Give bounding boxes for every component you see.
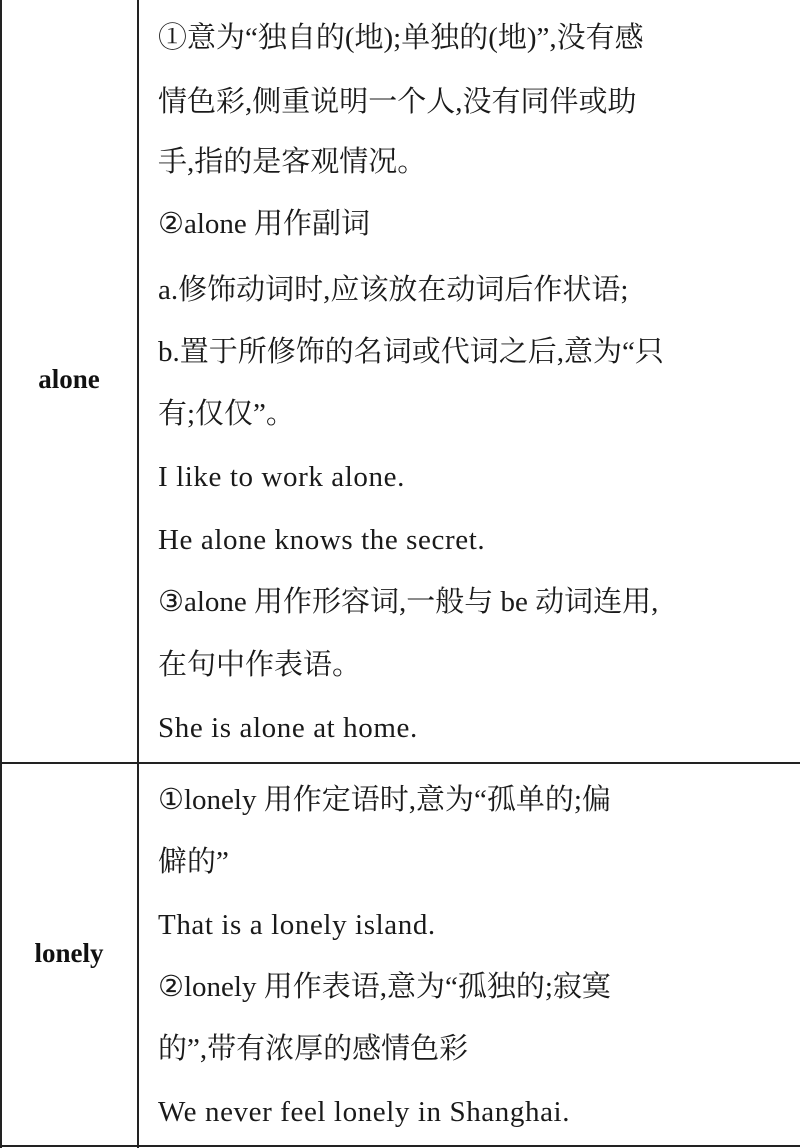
usage-heading: ①lonely 用作定语时,意为“孤单的;偏 [158,784,611,816]
definition-line: 手,指的是客观情况。 [158,146,427,178]
term-cell-lonely: lonely [34,938,104,968]
usage-heading: ②lonely 用作表语,意为“孤独的;寂寞 [158,971,611,1003]
definition-line: 有;仅仅”。 [158,398,295,430]
usage-heading: ②alone 用作副词 [158,208,371,240]
definition-line: b.置于所修饰的名词或代词之后,意为“只 [158,336,664,368]
definition-line: 僻的” [158,846,229,878]
definition-line: ①意为“独自的(地);单独的(地)”,没有感 [158,22,644,54]
definition-line: a.修饰动词时,应该放在动词后作状语; [158,274,629,306]
table-row-lonely [0,763,800,1148]
definition-line: 的”,带有浓厚的感情色彩 [158,1033,469,1065]
definition-line: 情色彩,侧重说明一个人,没有同伴或助 [158,86,637,118]
example-sentence: He alone knows the secret. [158,524,486,556]
example-sentence: She is alone at home. [158,712,418,744]
example-sentence: We never feel lonely in Shanghai. [158,1096,571,1128]
definition-line: 在句中作表语。 [158,649,362,681]
usage-heading: ③alone 用作形容词,一般与 be 动词连用, [158,586,659,618]
example-sentence: That is a lonely island. [158,909,436,941]
term-cell-alone: alone [38,364,100,394]
example-sentence: I like to work alone. [158,461,405,493]
